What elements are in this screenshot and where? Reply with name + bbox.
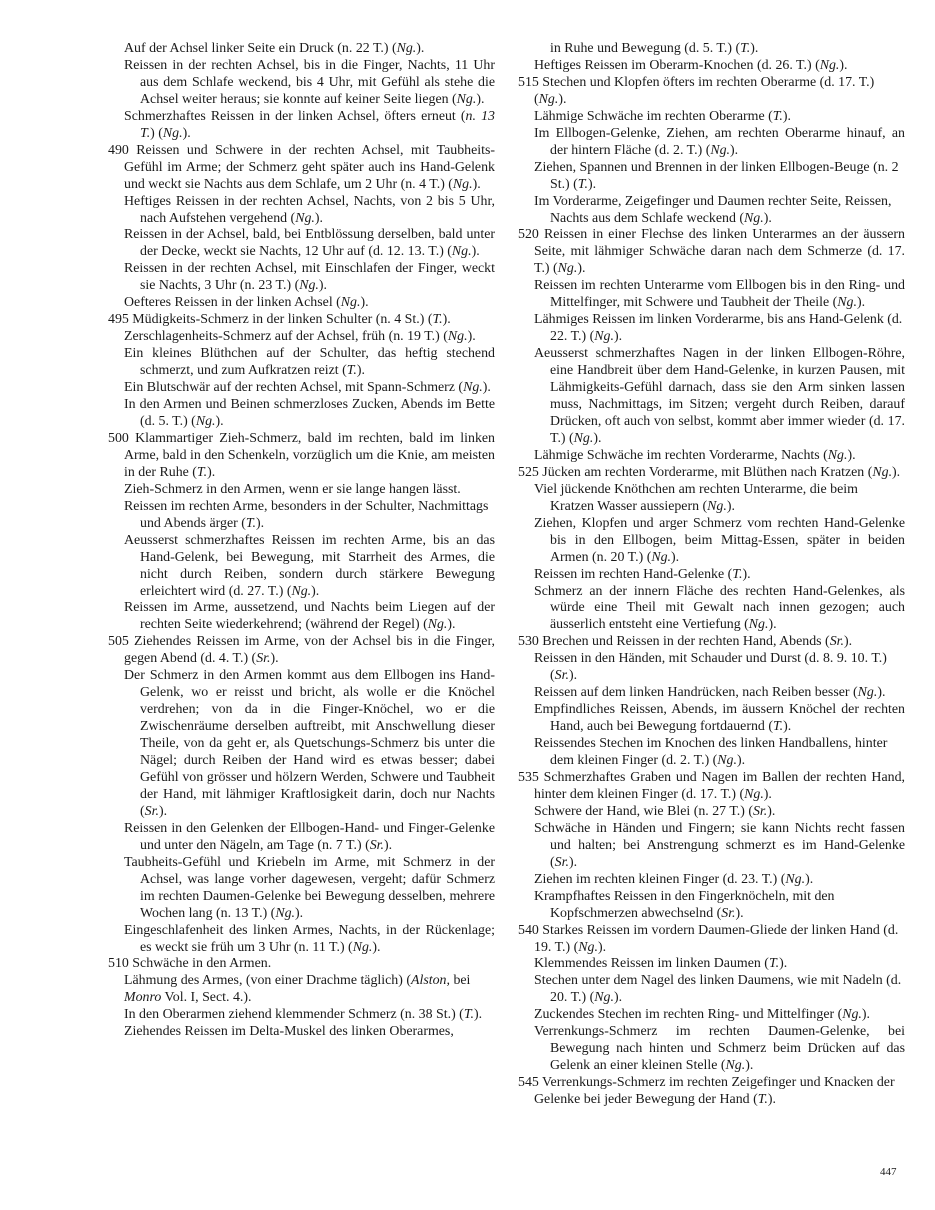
entry: Taubheits-Gefühl und Kriebeln im Arme, mit Schmerz in der Achsel, was lange vorher dagewesen, vergeht; dafür Schmerz im rechten Daumen-Gelenke bei Bewegung desselben, mehrere Wochen lang (n. 13 T.) (Ng.). [124, 854, 495, 921]
entry: Schmerzhaftes Reissen in der linken Achsel, öfters erneut (n. 13 T.) (Ng.). [124, 108, 495, 141]
entry: 535 Schmerzhaftes Graben und Nagen im Ballen der rechten Hand, hinter dem kleinen Finger (d. 17. T.) (Ng.). [518, 769, 905, 802]
entry: Reissen in der rechten Achsel, mit Einschlafen der Finger, weckt sie Nachts, 3 Uhr (n. 23 T.) (Ng.). [124, 261, 495, 294]
entry: Ziehen, Spannen und Brennen in der linken Ellbogen-Beuge (n. 2 St.) (T.). [534, 159, 899, 192]
entry: 510 Schwäche in den Armen. [108, 956, 272, 972]
entry: Oefteres Reissen in der linken Achsel (Ng.). [124, 295, 369, 311]
entry: 505 Ziehendes Reissen im Arme, von der Achsel bis in die Finger, gegen Abend (d. 4. T.) (Sr.). [108, 634, 495, 667]
entry: In den Oberarmen ziehend klemmender Schmerz (n. 38 St.) (T.). [124, 1007, 483, 1023]
entry: Auf der Achsel linker Seite ein Druck (n. 22 T.) (Ng.). [124, 41, 425, 56]
entry: Ziehendes Reissen im Delta-Muskel des linken Oberarmes, [124, 1024, 454, 1040]
entry: Reissen im rechten Arme, besonders in der Schulter, Nachmittags und Abends ärger (T.). [124, 498, 489, 531]
entry: Reissen in den Gelenken der Ellbogen-Hand- und Finger-Gelenke und unter den Nägeln, am Tage (n. 7 T.) (Sr.). [124, 820, 495, 853]
entry: Reissendes Stechen im Knochen des linken Handballens, hinter dem kleinen Finger (d. 2. T.) (Ng.). [534, 736, 888, 769]
entry: Krampfhaftes Reissen in den Fingerknöcheln, mit den Kopfschmerzen abwechselnd (Sr.). [534, 888, 835, 921]
entry: Ziehen im rechten kleinen Finger (d. 23. T.) (Ng.). [534, 871, 814, 887]
entry: Schmerz an der innern Fläche des rechten Hand-Gelenkes, als würde eine Theil mit Gewalt nach innen gezogen; auch äusserlich entsteht eine Vertiefung (Ng.). [534, 583, 905, 633]
entry: 490 Reissen und Schwere in der rechten Achsel, mit Taubheits-Gefühl im Arme; der Schmerz geht später auch ins Hand-Gelenk und weckt sie Nachts aus dem Schlafe, um 2 Uhr (n. 4 T.) (Ng.). [108, 142, 495, 192]
entry: in Ruhe und Bewegung (d. 5. T.) (T.). [550, 41, 759, 56]
entry: Lähmige Schwäche im rechten Vorderarme, Nachts (Ng.). [534, 447, 856, 463]
entry: Eingeschlafenheit des linken Armes, Nachts, in der Rückenlage; es weckt sie früh um 3 Uhr (n. 11 T.) (Ng.). [124, 922, 495, 955]
entry: Im Ellbogen-Gelenke, Ziehen, am rechten Oberarme hinauf, an der hintern Fläche (d. 2. T.) (Ng.). [534, 125, 905, 158]
entry: Klemmendes Reissen im linken Daumen (T.). [534, 956, 788, 972]
page-number: 447 [880, 1166, 897, 1178]
entry: Aeusserst schmerzhaftes Nagen in der linken Ellbogen-Röhre, eine Handbreit über dem Hand-Gelenke, in kurzen Pausen, mit Lähmigkeits-Gefühl darnach, dass sie den Arm sinken lassen muss, Nachmittags, im Sitzen; vergeht durch Reiben, darauf Drücken, oft auch von selbst, kommt aber immer wieder (d. 17. T.) (Ng.). [534, 346, 905, 446]
entry: Lähmung des Armes, (von einer Drachme täglich) (Alston, bei Monro Vol. I, Sect. 4.). [124, 973, 471, 1006]
entry: 520 Reissen in einer Flechse des linken Unterarmes an der äussern Seite, mit lähmiger Schwäche daran nach dem Schmerze (d. 17. T.) (Ng.). [518, 227, 905, 277]
entry: 515 Stechen und Klopfen öfters im rechten Oberarme (d. 17. T.) (Ng.). [518, 74, 875, 107]
entry: Zieh-Schmerz in den Armen, wenn er sie lange hangen lässt. [124, 481, 461, 497]
entry: Empfindliches Reissen, Abends, im äussern Knöchel der rechten Hand, auch bei Bewegung fortdauernd (T.). [534, 702, 905, 735]
entry: Lähmige Schwäche im rechten Oberarme (T.). [534, 108, 792, 124]
entry: Schwäche in Händen und Fingern; sie kann Nichts recht fassen und halten; bei Anstrengung schmerzt es im Hand-Gelenke (Sr.). [534, 820, 905, 870]
left-column [108, 41, 495, 1041]
entry: Reissen im Arme, aussetzend, und Nachts beim Liegen auf der rechten Seite wiederkehrend; (während der Regel) (Ng.). [124, 600, 495, 633]
entry: Reissen im rechten Hand-Gelenke (T.). [534, 566, 751, 582]
entry: 545 Verrenkungs-Schmerz im rechten Zeigefinger und Knacken der Gelenke bei jeder Bewegung der Hand (T.). [518, 1075, 895, 1108]
entry: Der Schmerz in den Armen kommt aus dem Ellbogen ins Hand-Gelenk, wo er reisst und bricht, als wolle er die Knöchel verdrehen; von da in die Finger-Knöchel, wo er die Zwischenräume derselben auftreibt, mit Anschwellung dieser Theile, von da geht er, als Quetschungs-Schmerz bis unter die Nägel; durch Reiben der Hand wird es etwas besser; dabei Gefühl von grösser und hölzern Werden, Schwere und Taubheit der Hand, mit lähmiger Kraftlosigkeit darin, doch nur Nachts (Sr.). [124, 668, 495, 819]
entry: Stechen unter dem Nagel des linken Daumens, wie mit Nadeln (d. 20. T.) (Ng.). [534, 973, 902, 1006]
entry: Reissen in den Händen, mit Schauder und Durst (d. 8. 9. 10. T.) (Sr.). [534, 651, 887, 684]
entry: Zerschlagenheits-Schmerz auf der Achsel, früh (n. 19 T.) (Ng.). [124, 329, 476, 345]
entry: 495 Müdigkeits-Schmerz in der linken Schulter (n. 4 St.) (T.). [108, 312, 451, 328]
entry: Im Vorderarme, Zeigefinger und Daumen rechter Seite, Reissen, Nachts aus dem Schlafe weckend (Ng.). [534, 193, 892, 226]
entry: Ziehen, Klopfen und arger Schmerz vom rechten Hand-Gelenke bis in den Ellbogen, beim Mittag-Essen, später in beiden Armen (n. 20 T.) (Ng.). [534, 515, 905, 565]
entry: Aeusserst schmerzhaftes Reissen im rechten Arme, bis an das Hand-Gelenk, bei Bewegung, mit Starrheit des Armes, die nicht durch Reiben, sondern durch stärkere Bewegung erleichtert wird (d. 27. T.) (Ng.). [124, 532, 495, 599]
entry: Ein kleines Blüthchen auf der Schulter, das heftig stechend schmerzt, und zum Aufkratzen reizt (T.). [124, 346, 495, 379]
entry: Reissen im rechten Unterarme vom Ellbogen bis in den Ring- und Mittelfinger, mit Schwere und Taubheit der Theile (Ng.). [534, 278, 905, 311]
entry: Verrenkungs-Schmerz im rechten Daumen-Gelenke, bei Bewegung nach hinten und Schmerz beim Drücken auf das Gelenk an einer kleinen Stelle (Ng.). [534, 1024, 905, 1074]
entry: In den Armen und Beinen schmerzloses Zucken, Abends im Bette (d. 5. T.) (Ng.). [124, 397, 495, 429]
entry: 530 Brechen und Reissen in der rechten Hand, Abends (Sr.). [518, 634, 853, 650]
entry: 525 Jücken am rechten Vorderarme, mit Blüthen nach Kratzen (Ng.). [518, 464, 901, 480]
entry: Ein Blutschwär auf der rechten Achsel, mit Spann-Schmerz (Ng.). [124, 380, 491, 396]
entry: Lähmiges Reissen im linken Vorderarme, bis ans Hand-Gelenk (d. 22. T.) (Ng.). [534, 312, 903, 345]
entry: Zuckendes Stechen im rechten Ring- und Mittelfinger (Ng.). [534, 1007, 871, 1023]
entry: Heftiges Reissen im Oberarm-Knochen (d. 26. T.) (Ng.). [534, 57, 848, 73]
entry: Schwere der Hand, wie Blei (n. 27 T.) (Sr.). [534, 803, 776, 819]
entry: Viel jückende Knöthchen am rechten Unterarme, die beim Kratzen Wasser aussiepern (Ng.). [534, 481, 858, 514]
entry: Heftiges Reissen in der rechten Achsel, Nachts, von 2 bis 5 Uhr, nach Aufstehen vergehend (Ng.). [124, 193, 495, 226]
right-column [518, 41, 905, 1109]
entry: 500 Klammartiger Zieh-Schmerz, bald im rechten, bald im linken Arme, bald in den Schenkeln, vorzüglich um die Knie, am meisten in der Ruhe (T.). [108, 430, 495, 480]
entry: 540 Starkes Reissen im vordern Daumen-Gliede der linken Hand (d. 19. T.) (Ng.). [518, 922, 899, 955]
entry: Reissen in der Achsel, bald, bei Entblössung derselben, bald unter der Decke, weckt sie Nachts, 12 Uhr auf (d. 12. 13. T.) (Ng.). [124, 227, 495, 260]
entry: Reissen in der rechten Achsel, bis in die Finger, Nachts, 11 Uhr aus dem Schlafe weckend, bis 4 Uhr, mit Gefühl als stehe die Achsel weiter heraus; sie konnte auf keiner Seite liegen (Ng.). [124, 57, 495, 107]
entry: Reissen auf dem linken Handrücken, nach Reiben besser (Ng.). [534, 685, 886, 701]
